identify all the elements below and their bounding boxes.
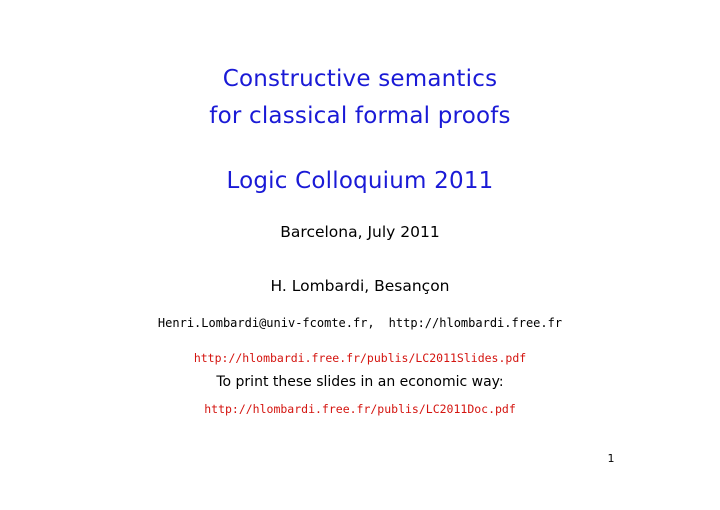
title-line-1: Constructive semantics — [222, 66, 498, 92]
contact-line — [0, 316, 720, 330]
author-website: http://hlombardi.free.fr — [388, 316, 563, 330]
place-date: Barcelona, July 2011 — [280, 223, 440, 241]
doc-link-line — [0, 398, 720, 417]
author: H. Lombardi, Besançon — [270, 277, 450, 295]
page-number: 1 — [607, 452, 615, 465]
doc-pdf-link[interactable]: http://hlombardi.free.fr/publis/LC2011Doc.pdf — [204, 402, 516, 416]
slides-pdf-link[interactable]: http://hlombardi.free.fr/publis/LC2011Slides.pdf — [193, 351, 527, 365]
slides-link-line — [0, 347, 720, 366]
print-note: To print these slides in an economic way: — [216, 374, 504, 390]
event-title: Logic Colloquium 2011 — [226, 168, 494, 194]
title-line-2: for classical formal proofs — [209, 103, 511, 129]
author-email: Henri.Lombardi@univ-fcomte.fr, — [157, 316, 375, 330]
